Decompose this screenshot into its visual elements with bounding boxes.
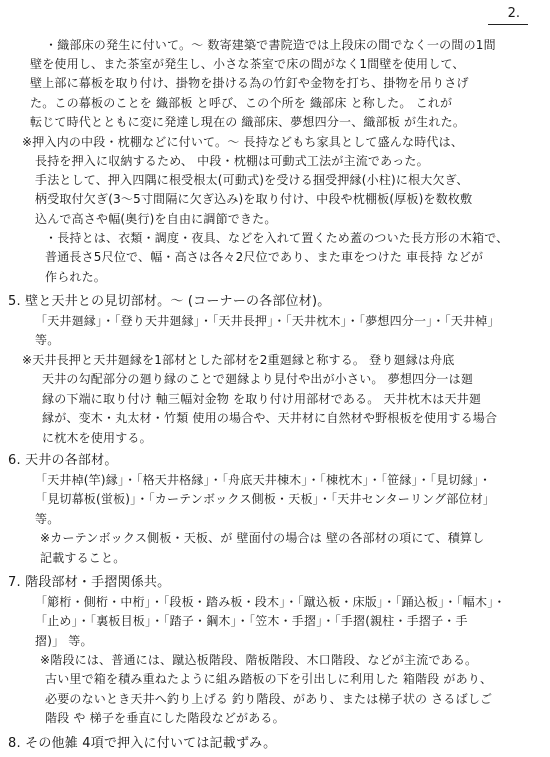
text-line: 壁を使用し、また茶室が発生し、小さな茶室で床の間がなく1間壁を使用して、	[30, 57, 465, 71]
text-line: ※カーテンボックス側板・天板、が 壁面付の場合は 壁の各部材の項にて、積算し	[40, 531, 485, 545]
text-line: ※押入内の中段・枕棚などに付いて。〜 長持などもち家具として盛んな時代は、	[22, 135, 464, 149]
text-line: 等。	[35, 512, 60, 526]
text-line: 壁上部に幕板を取り付け、掛物を掛ける為の竹釘や金物を打ち、掛物を吊りさげ	[30, 76, 469, 90]
text-line: 記載すること。	[40, 551, 126, 565]
text-line: 等。	[35, 333, 60, 347]
text-line: 作られた。	[45, 270, 107, 284]
section-heading: 7. 階段部材・手摺関係共。	[8, 575, 171, 590]
section-heading: 5. 壁と天井との見切部材。〜 (コーナーの各部位材)。	[8, 294, 331, 309]
text-line: 摺)」 等。	[35, 634, 93, 648]
text-line: 込んで高さや幅(奥行)を自由に調節できた。	[35, 212, 277, 226]
text-line: に枕木を使用する。	[42, 431, 152, 445]
page-number-underline	[488, 24, 528, 25]
text-line: ※天井長押と天井廻縁を1部材とした部材を2重廻縁と称する。 登り廻縁は舟底	[22, 353, 455, 367]
text-line: 「天井廻縁」・「登り天井廻縁」・「天井長押」・「天井枕木」・「夢想四分一」・「天井棹」	[35, 314, 500, 328]
text-line: 縁の下端に取り付け 軸三幅対金物 を取り付け用部材である。 天井枕木は天井廻	[42, 392, 482, 406]
text-line: ・長持とは、衣類・調度・夜具、などを入れて置くため蓋のついた長方形の木箱で、	[45, 231, 509, 245]
text-line: ・織部床の発生に付いて。〜 数寄建築で書院造では上段床の間でなく一の間の1間	[45, 38, 496, 52]
text-line: 階段 や 梯子を垂直にした階段などがある。	[45, 711, 285, 725]
text-line: 「天井棹(竿)縁」・「格天井格縁」・「舟底天井棟木」・「棟枕木」・「笹縁」・「見切縁」・	[35, 473, 492, 487]
text-line: 古い里で箱を積み重ねたように組み踏板の下を引出しに利用した 箱階段 があり、	[45, 672, 493, 686]
text-line: 手法として、押入四隅に根受根太(可動式)を受ける掴受押縁(小柱)に根大欠ぎ、	[35, 173, 469, 187]
page-number: 2.	[507, 6, 520, 21]
text-line: 「簓桁・側桁・中桁」・「段板・踏み板・段木」・「蹴込板・床版」・「踊込板」・「幅木」・	[35, 595, 506, 609]
text-line: 天井の勾配部分の廻り縁のことで廻縁より見付や出が小さい。 夢想四分一は廻	[42, 372, 474, 386]
text-line: 「見切幕板(蛍板)」・「カーテンボックス側板・天板」・「天井センターリング部位材」	[35, 492, 496, 506]
section-heading: 6. 天井の各部材。	[8, 453, 118, 468]
text-line: 縁が、变木・丸太材・竹類 使用の場合や、天井材に自然材や野根板を使用する場合	[42, 411, 498, 425]
text-line: 柄受取付欠ぎ(3〜5寸間隔に欠ぎ込み)を取り付け、中段や枕棚板(厚板)を数枚敷	[35, 192, 473, 206]
text-line: 必要のないとき天井へ釣り上げる 釣り階段、があり、または梯子状の さるばしご	[45, 692, 493, 706]
text-line: 長持を押入に収納するため、 中段・枕棚は可動式工法が主流であった。	[35, 154, 429, 168]
text-line: 普通長さ5尺位で、幅・高さは各々2尺位であり、また車をつけた 車長持 などが	[45, 250, 484, 264]
text-line: 転じて時代とともに変に発達し現在の 織部床、夢想四分一、織部板 が生れた。	[30, 115, 466, 129]
section-heading: 8. その他雑 4項で押入に付いては記載ずみ。	[8, 736, 277, 751]
text-line: た。この幕板のことを 織部板 と呼び、この个所を 織部床 と称した。 これが	[30, 96, 453, 110]
text-line: ※階段には、普通には、蹴込板階段、階板階段、木口階段、などが主流である。	[40, 653, 478, 667]
text-line: 「止め」・「裏板目板」・「踏子・鋼木」・「笠木・手摺」・「手摺(親柱・手摺子・手	[35, 614, 468, 628]
